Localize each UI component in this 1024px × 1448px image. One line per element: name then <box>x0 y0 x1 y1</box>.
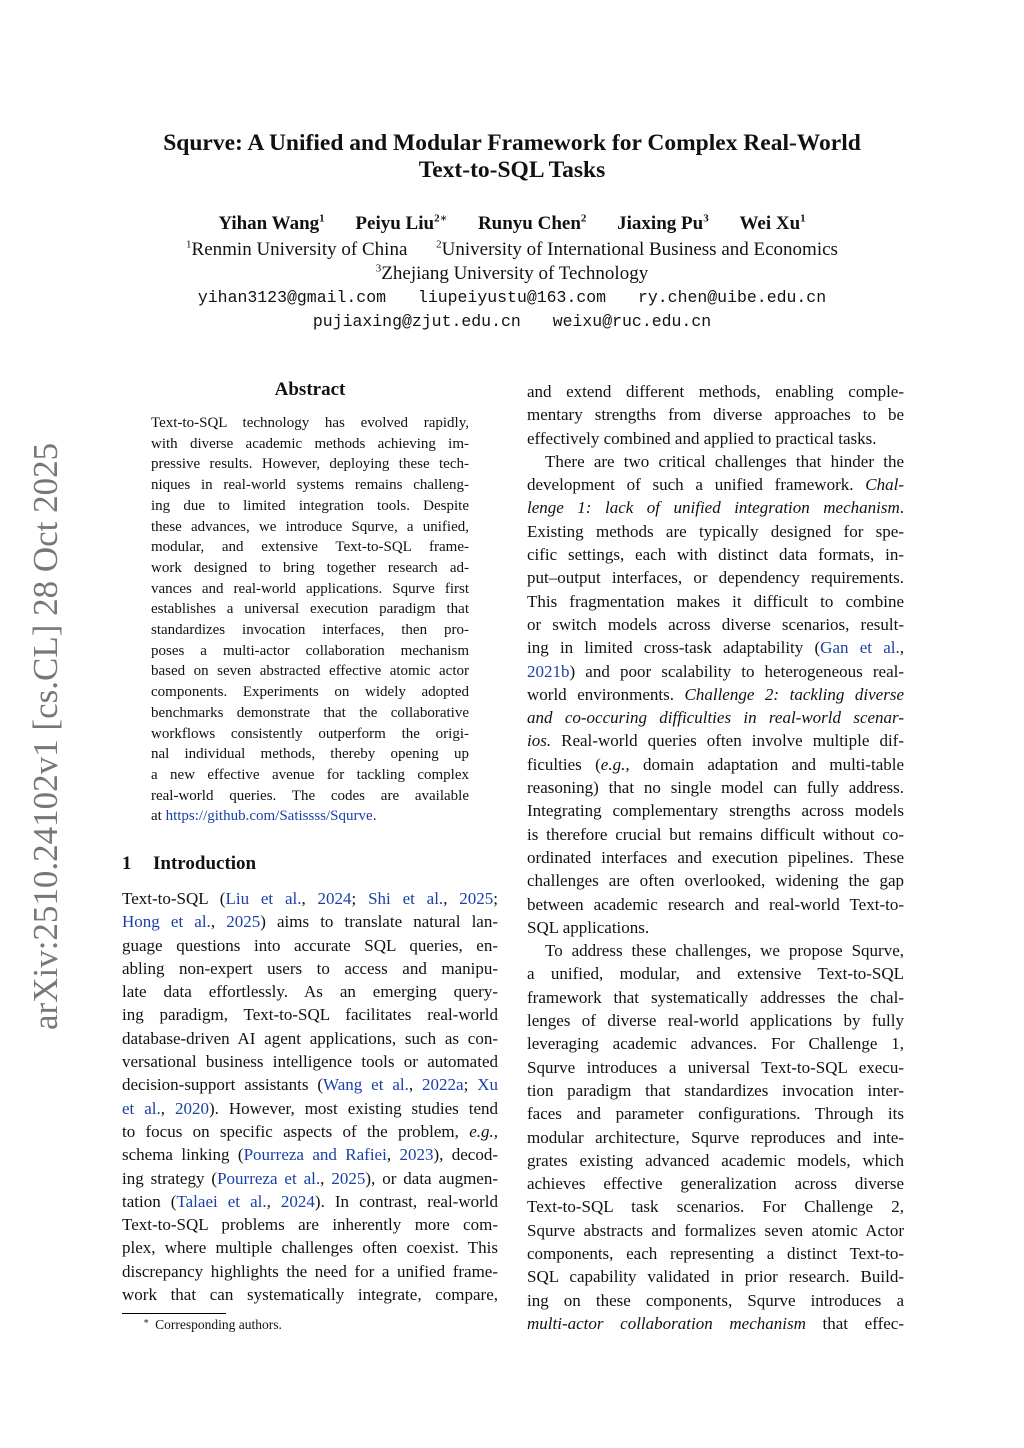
abstract-line: standardizes invocation interfaces, then pro- <box>151 622 469 639</box>
abstract-line: work designed to bring together research ad- <box>151 559 469 576</box>
text-line: guage questions into accurate SQL queries, en- <box>122 935 498 955</box>
abstract-line: based on seven abstracted effective atomic actor <box>151 663 469 680</box>
text-line: ing on these components, Squrve introduces a <box>527 1290 904 1310</box>
text: , <box>266 1191 281 1211</box>
text-line: lenges of diverse real-world applications by fully <box>527 1011 904 1031</box>
email: weixu@ruc.edu.cn <box>552 312 712 331</box>
text-line <box>527 683 904 706</box>
text: ) and poor scalability to heterogeneous real- <box>569 661 904 681</box>
abstract-line: workflows consistently outperform the origi- <box>151 725 469 742</box>
text-line <box>122 1190 498 1213</box>
text-line: discrepancy highlights the need for a unified frame- <box>122 1261 498 1281</box>
affil-mark: 1 <box>186 238 192 251</box>
citation-link[interactable]: 2023 <box>399 1145 434 1165</box>
italic-text: Challenge 2: tackling diverse <box>684 684 904 704</box>
text-line: grates existing advanced academic models, which <box>527 1150 904 1170</box>
text-line: Text-to-SQL task scenarios. For Challenge 2, <box>527 1197 904 1217</box>
text-line: or switch models across diverse scenarios, result- <box>527 614 904 634</box>
text-line <box>122 910 498 933</box>
italic-text: e.g., <box>600 754 630 774</box>
text: ) aims to translate natural lan- <box>260 912 498 932</box>
author-name: Wei Xu <box>739 213 801 234</box>
affiliation-name: Renmin University of China <box>191 239 408 260</box>
citation-link[interactable]: 2024 <box>280 1191 315 1211</box>
author-affil-mark: 1 <box>800 212 806 225</box>
email: yihan3123@gmail.com <box>197 288 387 307</box>
text-line: mentary strengths from diverse approaches to be <box>527 405 904 425</box>
section-title: Introduction <box>153 853 257 874</box>
text-line <box>527 706 904 729</box>
abstract-line: niques in real-world systems remains challeng- <box>151 477 469 494</box>
citation-link[interactable]: 2025 <box>226 912 261 932</box>
text: ing strategy ( <box>122 1168 218 1188</box>
text-line: ordinated interfaces and execution pipelines. These <box>527 847 904 867</box>
text: development of such a unified framework. <box>527 475 866 495</box>
text: Text-to-SQL ( <box>122 889 226 908</box>
text-line: Squrve introduces a universal Text-to-SQL execu- <box>527 1057 904 1077</box>
text-line <box>122 1167 498 1190</box>
emails-line-1 <box>100 286 924 310</box>
text-line: database-driven AI agent applications, such as con- <box>122 1028 498 1048</box>
affil-mark: 3 <box>375 262 382 275</box>
text-line <box>527 753 904 776</box>
text-line: put–output interfaces, or dependency requirements. <box>527 568 904 588</box>
text-line: tion paradigm that standardizes invocation inter- <box>527 1080 904 1100</box>
abstract-heading: Abstract <box>274 379 346 400</box>
citation-link[interactable]: 2025 <box>459 889 494 908</box>
author-name: Runyu Chen <box>477 213 581 234</box>
abstract-text: at <box>151 808 166 825</box>
email: ry.chen@uibe.edu.cn <box>637 288 827 307</box>
text-line <box>527 473 904 496</box>
text: to focus on specific aspects of the problem, <box>122 1121 470 1141</box>
text-line: framework that systematically addresses the chal- <box>527 987 904 1007</box>
text: . <box>899 498 904 518</box>
citation-link[interactable]: 2021b <box>527 661 570 681</box>
text-line: Integrating complementary strengths across models <box>527 801 904 821</box>
text: ). However, most existing studies tend <box>208 1098 498 1118</box>
text-line: achieves effective generalization across diverse <box>527 1174 904 1194</box>
text: ). In contrast, real-world <box>314 1191 499 1211</box>
author <box>218 212 324 236</box>
author-name: Yihan Wang <box>218 213 320 234</box>
text: , <box>386 1145 400 1165</box>
abstract-line: with diverse academic methods achieving im- <box>151 435 469 452</box>
abstract-line: poses a multi-actor collaboration mechanism <box>151 642 469 659</box>
citation-link[interactable]: Pourreza et al. <box>217 1168 321 1188</box>
affiliation <box>376 263 648 284</box>
affiliations-line-1 <box>100 238 924 262</box>
italic-text: Chal- <box>865 475 904 495</box>
text: ), decod- <box>433 1145 499 1165</box>
abstract-line: real-world queries. The codes are available <box>151 787 469 804</box>
text-line: effectively combined and applied to practical tasks. <box>527 428 877 448</box>
text: , <box>160 1098 175 1118</box>
author-name: Jiaxing Pu <box>617 213 704 234</box>
text-line <box>122 887 498 910</box>
abstract-line: ing due to limited integration tools. Despite <box>151 497 469 514</box>
affiliations-line-2 <box>100 262 924 286</box>
text-line: plex, where multiple challenges often coexist. This <box>122 1238 498 1258</box>
author-affil-mark: 1 <box>319 212 325 225</box>
author-list <box>100 212 924 236</box>
abstract-text: . <box>372 808 377 825</box>
text: , <box>320 1168 332 1188</box>
citation-link[interactable]: Shi et al. <box>368 889 444 908</box>
affil-mark: 2 <box>436 238 442 251</box>
text-line: ing paradigm, Text-to-SQL facilitates real-world <box>122 1005 498 1025</box>
text-line: abling non-expert users to access and manipu- <box>122 958 498 978</box>
text: , <box>443 889 460 908</box>
abstract-line: benchmarks demonstrate that the collaborative <box>151 704 469 721</box>
email: liupeiyustu@163.com <box>417 288 607 307</box>
author-affil-mark: 2 <box>580 212 587 225</box>
author <box>478 212 586 236</box>
author-affil-mark: 3 <box>703 212 709 225</box>
abstract-line <box>151 806 469 827</box>
affiliation-name: University of International Business and Economics <box>441 239 838 260</box>
text-line: between academic research and real-world Text-to- <box>527 894 904 914</box>
title-line-1: Squrve: A Unified and Modular Framework for Complex Real-World <box>163 130 861 156</box>
text-line: Squrve abstracts and formalizes seven atomic Actor <box>527 1220 904 1240</box>
text-line: Existing methods are typically designed for spe- <box>527 521 904 541</box>
text-line <box>122 1097 498 1120</box>
text: decision-support assistants ( <box>122 1075 324 1095</box>
text: domain adaptation and multi-table <box>629 754 905 774</box>
italic-text: and co-occuring difficulties in real-world scenar- <box>527 708 904 728</box>
text-line: SQL applications. <box>527 917 650 937</box>
text-line <box>527 1312 904 1335</box>
text-line: leveraging academic advances. For Challenge 1, <box>527 1034 904 1054</box>
italic-text: multi-actor collaboration mechanism <box>527 1313 806 1333</box>
citation-link[interactable]: 2020 <box>174 1098 209 1118</box>
italic-text: lenge 1: lack of unified integration mechanism <box>527 498 900 518</box>
arxiv-stamp: arXiv:2510.24102v1 [cs.CL] 28 Oct 2025 <box>26 442 65 1030</box>
citation-link[interactable]: Gan et al. <box>820 638 900 658</box>
intro-right-column <box>527 380 904 1335</box>
section-heading <box>122 852 256 876</box>
text-line: challenges are often overlooked, widening the gap <box>527 871 904 891</box>
citation-link[interactable]: Liu et al. <box>225 889 302 908</box>
text: , <box>899 638 904 658</box>
abstract-line: pressive results. However, deploying these tech- <box>151 456 469 473</box>
text: , <box>301 889 318 908</box>
text: ficulties ( <box>527 754 601 774</box>
citation-link[interactable]: Talaei et al. <box>176 1191 267 1211</box>
text: ), or data augmen- <box>365 1168 499 1188</box>
text-line: faces and parameter configurations. Through its <box>527 1104 904 1124</box>
text-line <box>527 660 904 683</box>
text-line <box>122 1143 498 1166</box>
abstract-line: components. Experiments on widely adopted <box>151 684 469 701</box>
text-line: a unified, modular, and extensive Text-to-SQL <box>527 964 904 984</box>
text-line <box>122 1073 498 1096</box>
text: Real-world queries often involve multiple dif- <box>551 731 904 751</box>
text-line <box>527 496 904 519</box>
text-line: work that can systematically integrate, compare, <box>122 1285 498 1305</box>
author <box>617 212 709 236</box>
text-line: This fragmentation makes it difficult to combine <box>527 591 904 611</box>
text-line: cific settings, each with distinct data formats, in- <box>527 545 904 565</box>
author-affil-mark: 2∗ <box>434 212 448 225</box>
text: ; <box>493 889 498 908</box>
footnote <box>143 1316 282 1334</box>
text-line: components, each representing a distinct Text-to- <box>527 1243 904 1263</box>
text: , <box>210 912 227 932</box>
title-line-2: Text-to-SQL Tasks <box>418 157 606 183</box>
abstract-body <box>151 413 469 827</box>
abstract-line: these advances, we introduce Squrve, a unified, <box>151 518 469 535</box>
emails-line-2 <box>100 310 924 334</box>
text-line: Text-to-SQL problems are inherently more com- <box>122 1215 498 1235</box>
abstract-line: establishes a universal execution paradigm that <box>151 601 469 618</box>
italic-text: e.g., <box>469 1121 498 1141</box>
abstract-line: Text-to-SQL technology has evolved rapidly, <box>151 415 469 431</box>
text: , <box>408 1075 423 1095</box>
citation-link[interactable]: Wang et al. <box>323 1075 409 1095</box>
code-repo-link[interactable]: https://github.com/Satissss/Squrve <box>165 808 373 825</box>
abstract-line: modular, and extensive Text-to-SQL frame- <box>151 539 469 556</box>
citation-link[interactable]: Pourreza and Rafiei <box>243 1145 387 1165</box>
citation-link[interactable]: 2025 <box>331 1168 366 1188</box>
affiliation <box>436 238 838 262</box>
text-line <box>122 1120 498 1143</box>
abstract-line: nal individual methods, thereby opening up <box>151 746 469 763</box>
text-line: and extend different methods, enabling comple- <box>527 382 904 401</box>
text-line: reasoning) that no single model can fully address. <box>527 778 904 798</box>
text: ing in limited cross-task adaptability ( <box>527 638 821 658</box>
author-name: Peiyu Liu <box>355 213 435 234</box>
text: ; <box>463 1075 478 1095</box>
abstract-line: vances and real-world applications. Squrve first <box>151 580 469 597</box>
paper-title <box>100 130 924 184</box>
footnote-rule <box>122 1313 226 1314</box>
text: schema linking ( <box>122 1145 244 1165</box>
text-line: There are two critical challenges that hinder the <box>545 451 904 471</box>
citation-link[interactable]: et al. <box>122 1098 161 1118</box>
text: that effec- <box>805 1313 904 1333</box>
text-line: SQL capability validated in prior research. Build- <box>527 1267 904 1287</box>
text-line <box>527 636 904 659</box>
citation-link[interactable]: 2022a <box>422 1075 464 1095</box>
abstract-line: a new effective avenue for tackling complex <box>151 766 469 783</box>
citation-link[interactable]: Xu <box>477 1075 499 1095</box>
email: pujiaxing@zjut.edu.cn <box>312 312 521 331</box>
affiliation-name: Zhejiang University of Technology <box>381 263 649 284</box>
author <box>739 212 805 236</box>
text-line: versational business intelligence tools or automated <box>122 1052 498 1072</box>
affiliation <box>186 238 407 262</box>
text-line <box>527 729 904 752</box>
footnote-text: Corresponding authors. <box>155 1317 282 1332</box>
italic-text: ios. <box>527 731 552 751</box>
intro-left-column <box>122 887 498 1306</box>
citation-link[interactable]: Hong et al. <box>122 912 211 932</box>
text-line: modular architecture, Squrve reproduces and inte- <box>527 1127 904 1147</box>
section-number: 1 <box>122 853 132 874</box>
text: tation ( <box>122 1191 177 1211</box>
text-line: To address these challenges, we propose Squrve, <box>545 941 904 961</box>
footnote-mark: ∗ <box>143 1315 150 1326</box>
text: ; <box>351 889 369 908</box>
text-line: is therefore crucial but remains difficult without co- <box>527 824 904 844</box>
text-line: late data effortlessly. As an emerging query- <box>122 982 498 1002</box>
text: world environments. <box>527 684 685 704</box>
citation-link[interactable]: 2024 <box>317 889 352 908</box>
author <box>355 212 447 236</box>
